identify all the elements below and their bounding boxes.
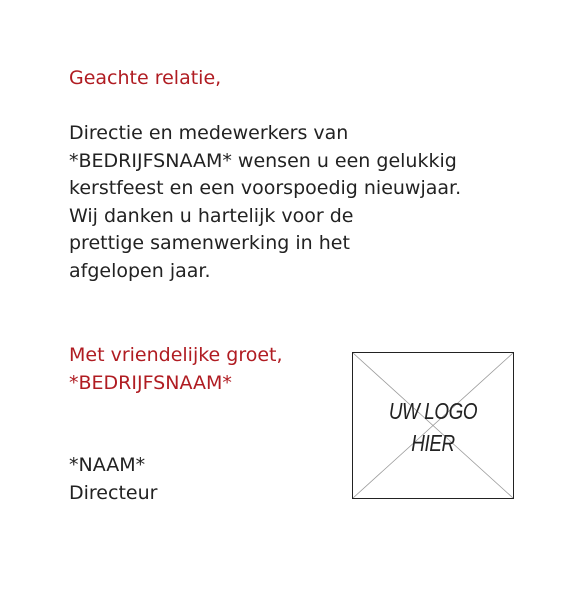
logo-placeholder-text [367,395,498,459]
closing-greeting: Met vriendelijke groet, [69,344,283,366]
signature-title: Directeur [69,481,158,504]
logo-line: HIER [411,430,455,456]
logo-placeholder [352,352,514,499]
body-line: Wij danken u hartelijk voor de [69,204,354,227]
body-line: prettige samenwerking in het [69,232,350,255]
closing-company: *BEDRIJFSNAAM* [69,371,232,394]
closing [69,342,283,397]
salutation [69,65,221,93]
body-line: afgelopen jaar. [69,259,211,282]
letter-body [69,120,461,286]
body-line: Directie en medewerkers van [69,122,349,144]
signature [69,452,157,507]
logo-line: UW LOGO [388,398,478,424]
body-line: *BEDRIJFSNAAM* wensen u een gelukkig [69,149,457,172]
signature-name: *NAAM* [69,454,146,476]
body-line: kerstfeest en een voorspoedig nieuwjaar. [69,177,462,200]
salutation-text: Geachte relatie, [69,67,222,89]
